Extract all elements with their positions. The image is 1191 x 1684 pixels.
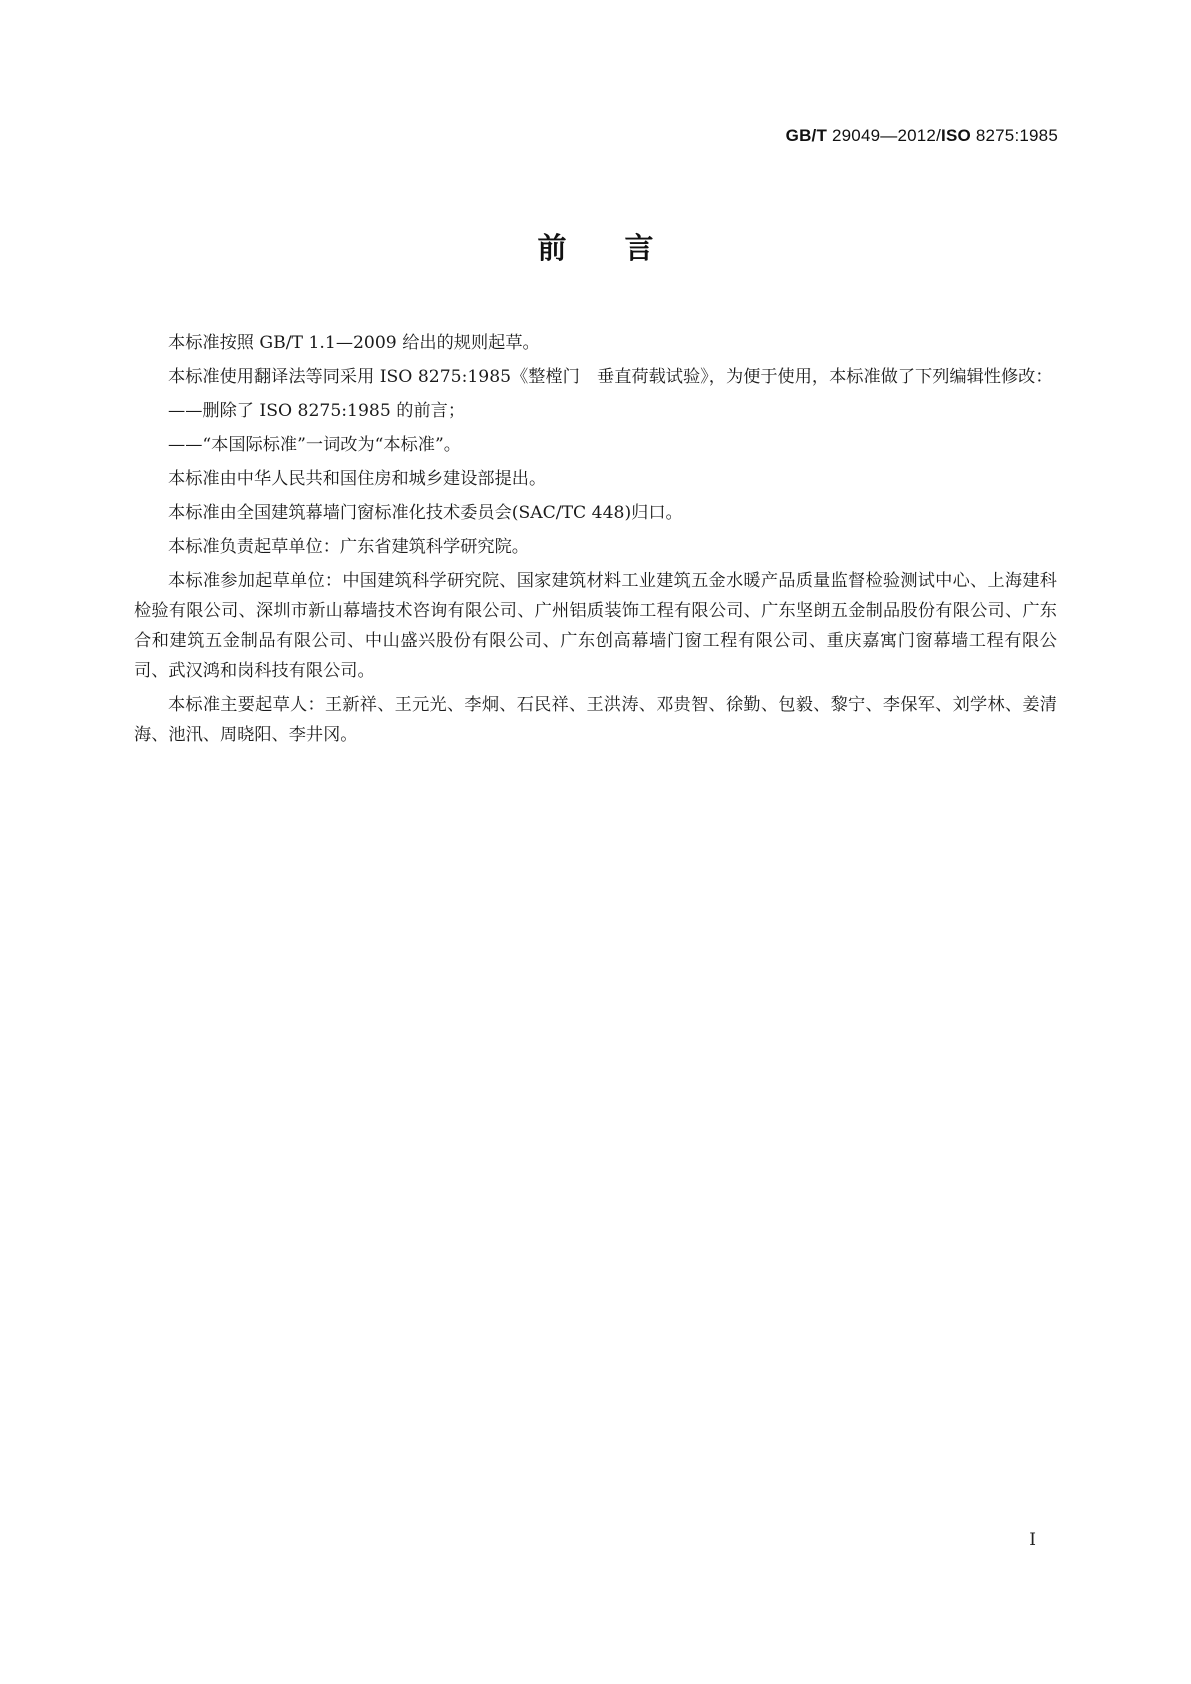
standard-code-header (786, 126, 1058, 146)
iso-number: 8275:1985 (970, 126, 1058, 145)
list-item-term-change: ——“本国际标准”一词改为“本标准”。 (168, 435, 461, 455)
paragraph-managed-by: 本标准由全国建筑幕墙门窗标准化技术委员会(SAC/TC 448)归口。 (168, 503, 683, 523)
paragraph-drafting-rules: 本标准按照 GB/T 1.1—2009 给出的规则起草。 (168, 333, 540, 353)
paragraph-proposed-by: 本标准由中华人民共和国住房和城乡建设部提出。 (168, 469, 547, 489)
paragraph-translation-method: 本标准使用翻译法等同采用 ISO 8275:1985《整樘门 垂直荷载试验》，为便于使用，本标准做了下列编辑性修改： (168, 367, 1053, 387)
paragraph-participating-drafters: 本标准参加起草单位：中国建筑科学研究院、国家建筑材料工业建筑五金水暖产品质量监督检验测试中心、上海建科检验有限公司、深圳市新山幕墙技术咨询有限公司、广州铝质装饰工程有限公司、广东坚朗五金制品股份有限公司、广东合和建筑五金制品有限公司、中山盛兴股份有限公司、广东创高幕墙门窗工程有限公司、重庆嘉寓门窗幕墙工程有限公司、武汉鸿和岗科技有限公司。 (134, 571, 1057, 681)
paragraph-lead-drafter: 本标准负责起草单位：广东省建筑科学研究院。 (168, 537, 529, 557)
foreword-body (134, 328, 1057, 754)
iso-prefix: ISO (941, 126, 971, 145)
page-title: 前言 (537, 231, 712, 265)
standard-number: 29049—2012/ (827, 126, 942, 145)
paragraph-main-drafters: 本标准主要起草人：王新祥、王元光、李炯、石民祥、王洪涛、邓贵智、徐勤、包毅、黎宁、李保军、刘学林、姜清海、池汛、周晓阳、李井冈。 (134, 695, 1057, 745)
list-item-removed-foreword: ——删除了 ISO 8275:1985 的前言； (168, 401, 466, 421)
standard-prefix: GB/T (785, 126, 828, 145)
page-number: I (1029, 1530, 1036, 1550)
